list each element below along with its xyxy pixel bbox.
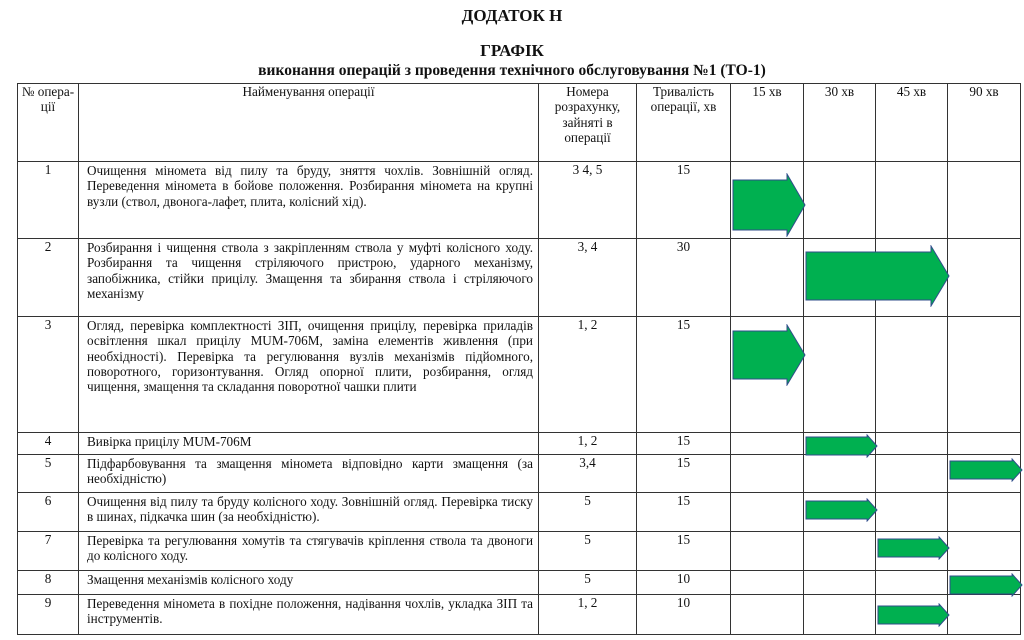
operation-duration: 15 xyxy=(637,433,731,455)
operation-number: 6 xyxy=(18,493,79,532)
time-slot-cell xyxy=(731,532,804,571)
header-crew: Номера розрахунку, зайняті в операції xyxy=(539,84,637,162)
time-slot-cell xyxy=(804,317,876,433)
table-row xyxy=(18,571,1021,595)
operation-name: Вивірка прицілу MUM-706M xyxy=(79,433,539,455)
header-duration: Тривалість операції, хв xyxy=(637,84,731,162)
operation-number: 3 xyxy=(18,317,79,433)
time-slot-cell xyxy=(804,595,876,635)
table-row xyxy=(18,162,1021,239)
table-row xyxy=(18,493,1021,532)
time-slot-cell xyxy=(876,317,948,433)
header-name: Найменування операції xyxy=(79,84,539,162)
operation-crew: 5 xyxy=(539,532,637,571)
operation-name: Підфарбовування та змащення міномета відповідно карти змащення (за необхідністю) xyxy=(79,455,539,493)
operation-duration: 15 xyxy=(637,317,731,433)
header-slot-15: 15 хв xyxy=(731,84,804,162)
time-slot-cell xyxy=(876,455,948,493)
time-slot-cell xyxy=(731,455,804,493)
operation-crew: 1, 2 xyxy=(539,595,637,635)
time-slot-cell xyxy=(731,239,804,317)
operation-name: Змащення механізмів колісного ходу xyxy=(79,571,539,595)
time-slot-cell xyxy=(731,493,804,532)
schedule-table xyxy=(17,83,1021,635)
duration-arrow-shape xyxy=(806,246,949,306)
operation-name: Огляд, перевірка комплектності ЗІП, очищення прицілу, перевірка приладів освітлення шкал прицілу MUM-706M, заміна елементів живлення (при необхідності). Перевірка та регулювання вузлів механізмів підйомного, поворотного, горизонтування. Огляд опорної плити, розбирання, огляд чищення, змащення та складання поворотної чашки плити xyxy=(79,317,539,433)
time-slot-cell xyxy=(804,455,876,493)
table-row xyxy=(18,239,1021,317)
table-row xyxy=(18,532,1021,571)
operation-number: 4 xyxy=(18,433,79,455)
operation-duration: 10 xyxy=(637,595,731,635)
duration-arrow-shape xyxy=(878,604,949,626)
time-slot-cell xyxy=(876,595,948,635)
table-row xyxy=(18,317,1021,433)
duration-arrow xyxy=(805,434,879,458)
time-slot-cell xyxy=(948,493,1021,532)
time-slot-cell xyxy=(804,532,876,571)
operation-crew: 3,4 xyxy=(539,455,637,493)
time-slot-cell xyxy=(948,239,1021,317)
time-slot-cell xyxy=(948,433,1021,455)
operation-number: 9 xyxy=(18,595,79,635)
operation-crew: 5 xyxy=(539,493,637,532)
duration-arrow-shape xyxy=(806,499,877,521)
operation-name: Очищення мінометa від пилу та бруду, зняття чохлів. Зовнішній огляд. Переведення міномета в бойове положення. Розбирання міномета на крупні вузли (ствол, двонога-лафет, плита, колісний хід). xyxy=(79,162,539,239)
table-row xyxy=(18,455,1021,493)
time-slot-cell xyxy=(948,317,1021,433)
appendix-title: ДОДАТОК Н xyxy=(461,6,563,25)
time-slot-cell xyxy=(876,493,948,532)
operation-name: Розбирання і чищення ствола з закріпленням ствола у муфті колісного ходу. Розбирання та чищення стріляючого пристрою, ударного механізму, запобіжника, стійки прицілу. Змащення та збирання ствола і стріляючого механізму xyxy=(79,239,539,317)
time-slot-cell xyxy=(804,433,876,455)
duration-arrow xyxy=(877,536,951,560)
duration-arrow xyxy=(805,498,879,522)
time-slot-cell xyxy=(948,455,1021,493)
duration-arrow-shape xyxy=(733,174,805,236)
operation-crew: 1, 2 xyxy=(539,433,637,455)
operation-name: Перевірка та регулювання хомутів та стягувачів кріплення ствола та двоноги до колісного ходу. xyxy=(79,532,539,571)
operation-crew: 1, 2 xyxy=(539,317,637,433)
operation-crew: 5 xyxy=(539,571,637,595)
duration-arrow-shape xyxy=(950,574,1022,596)
operation-duration: 15 xyxy=(637,455,731,493)
time-slot-cell xyxy=(948,532,1021,571)
time-slot-cell xyxy=(731,433,804,455)
operation-duration: 15 xyxy=(637,493,731,532)
time-slot-cell xyxy=(876,532,948,571)
operation-duration: 30 xyxy=(637,239,731,317)
header-slot-30: 30 хв xyxy=(804,84,876,162)
time-slot-cell xyxy=(948,162,1021,239)
time-slot-cell xyxy=(731,317,804,433)
time-slot-cell xyxy=(876,162,948,239)
operation-name: Очищення від пилу та бруду колісного ходу. Зовнішній огляд. Перевірка тиску в шинах, підкачка шин (за необхідністю). xyxy=(79,493,539,532)
duration-arrow-shape xyxy=(806,435,877,457)
time-slot-cell xyxy=(731,595,804,635)
time-slot-cell xyxy=(876,571,948,595)
operation-duration: 15 xyxy=(637,162,731,239)
operation-number: 5 xyxy=(18,455,79,493)
operation-duration: 15 xyxy=(637,532,731,571)
header-row xyxy=(18,84,1021,162)
operation-duration: 10 xyxy=(637,571,731,595)
duration-arrow xyxy=(949,458,1024,482)
time-slot-cell xyxy=(948,595,1021,635)
header-number: № опера-ції xyxy=(18,84,79,162)
operation-number: 8 xyxy=(18,571,79,595)
operation-number: 7 xyxy=(18,532,79,571)
time-slot-cell xyxy=(876,433,948,455)
header-slot-45: 45 хв xyxy=(876,84,948,162)
duration-arrow xyxy=(732,173,807,237)
time-slot-cell xyxy=(731,571,804,595)
operation-number: 1 xyxy=(18,162,79,239)
duration-arrow xyxy=(805,245,951,307)
operation-name: Переведення міномета в похідне положення, надівання чохлів, укладка ЗІП та інструментів. xyxy=(79,595,539,635)
time-slot-cell xyxy=(804,239,876,317)
duration-arrow xyxy=(877,603,951,627)
duration-arrow-shape xyxy=(950,459,1022,481)
time-slot-cell xyxy=(804,571,876,595)
time-slot-cell xyxy=(948,571,1021,595)
chart-subtitle: виконання операцій з проведення технічного обслуговування №1 (ТО-1) xyxy=(258,62,766,79)
operation-crew: 3, 4 xyxy=(539,239,637,317)
header-slot-90: 90 хв xyxy=(948,84,1021,162)
duration-arrow-shape xyxy=(878,537,949,559)
operation-number: 2 xyxy=(18,239,79,317)
table-row xyxy=(18,433,1021,455)
duration-arrow xyxy=(732,324,807,386)
time-slot-cell xyxy=(804,162,876,239)
table-row xyxy=(18,595,1021,635)
duration-arrow xyxy=(949,573,1024,597)
time-slot-cell xyxy=(731,162,804,239)
operation-crew: 3 4, 5 xyxy=(539,162,637,239)
time-slot-cell xyxy=(804,493,876,532)
duration-arrow-shape xyxy=(733,325,805,385)
chart-title: ГРАФІК xyxy=(480,41,544,60)
